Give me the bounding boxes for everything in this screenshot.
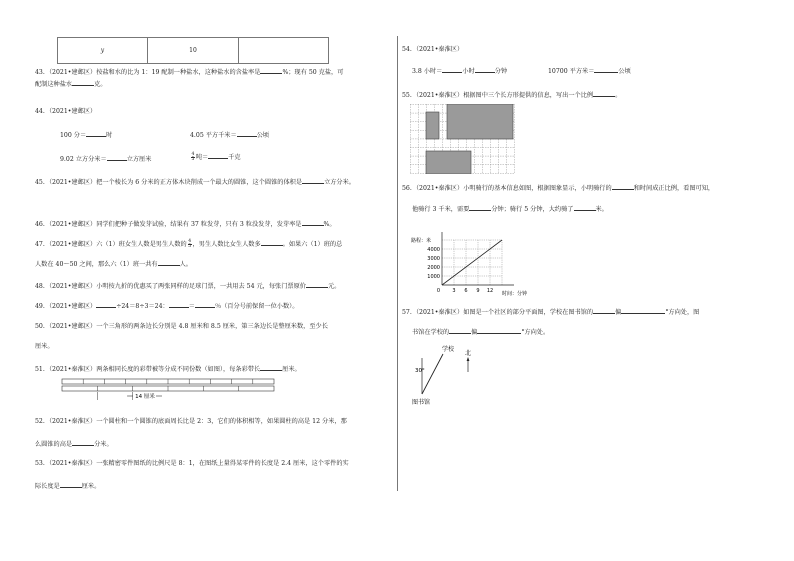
question-52: 52.（2021•秦淮区）一个圆柱和一个圆锥的底面周长比是 2：3，它们的体积相等，如果圆柱的高是 12 分米，那 xyxy=(35,418,347,425)
question-44 xyxy=(35,108,96,116)
question-number: 43. xyxy=(35,69,45,76)
question-text: 4.05 平方千米＝ xyxy=(190,132,237,139)
question-43-line2 xyxy=(35,79,107,89)
answer-blank[interactable] xyxy=(574,204,596,211)
question-54: 54.（2021•秦淮区） xyxy=(402,46,464,53)
question-text: 吨＝ xyxy=(195,154,209,161)
answer-blank[interactable] xyxy=(593,90,615,97)
table-row xyxy=(58,38,329,64)
question-51: 51.（2021•秦淮区）两条相同长度的彩带被等分成不同份数（如图），每条彩带长 厘米。 xyxy=(35,366,301,373)
series-line xyxy=(442,240,502,285)
rectangle-large xyxy=(447,104,513,139)
answer-blank[interactable] xyxy=(169,301,189,308)
angle-label: 30° xyxy=(415,368,425,374)
question-text: 公顷 xyxy=(256,132,270,139)
answer-blank[interactable] xyxy=(107,154,127,161)
school-direction-line xyxy=(422,354,443,394)
answer-blank[interactable] xyxy=(86,130,106,137)
question-source: （2021•建邺区） xyxy=(45,108,97,115)
column-divider xyxy=(397,36,398,491)
y-tick-label: 4000 xyxy=(427,246,440,253)
question-54-item-2: 10700 平方米＝ 公顷 xyxy=(548,68,631,75)
question-source: （2021•建邺区） xyxy=(45,69,97,76)
question-44-item-1 xyxy=(60,130,112,140)
answer-blank[interactable] xyxy=(477,327,521,334)
question-48: 48.（2021•建邺区）小明按九折的优惠买了两张同样的足球门票，一共用去 54 元，每张门票原价 元。 xyxy=(35,283,341,290)
fraction: $\frac{4}{5}$ xyxy=(188,238,192,249)
school-label: 学校 xyxy=(442,346,455,353)
answer-blank[interactable] xyxy=(72,439,94,446)
y-tick-label: 3000 xyxy=(427,255,440,262)
question-50: 50.（2021•建邺区）一个三角形的两条边长分别是 4.8 厘米和 8.5 厘米，第三条边长是整厘米数，至少长 xyxy=(35,323,328,330)
question-text: 时 xyxy=(106,132,113,139)
north-arrow-head xyxy=(467,357,470,361)
question-44-item-2 xyxy=(190,130,269,140)
question-54-item-1: 3.8 小时＝ 小时 分钟 xyxy=(412,68,508,75)
answer-blank[interactable] xyxy=(237,130,257,137)
distance-time-chart xyxy=(405,230,535,300)
answer-blank[interactable] xyxy=(261,239,283,246)
origin-label: 0 xyxy=(436,288,440,294)
question-text: 配制这种盐水 xyxy=(35,81,73,88)
question-45: 45.（2021•建邺区）把一个棱长为 6 分米的正方体木块削成一个最大的圆锥，这个圆锥的体积是 立方分米。 xyxy=(35,179,355,186)
answer-blank[interactable] xyxy=(72,79,94,86)
rectangle-bottom xyxy=(426,151,471,174)
answer-blank[interactable] xyxy=(449,327,471,334)
question-46: 46.（2021•建邺区）同学们把种子做发芽试验，结果有 37 粒发芽，只有 3 粒没发芽，发芽率是 %。 xyxy=(35,221,336,228)
question-49: 49.（2021•建邺区） ÷24＝8÷3＝24： ＝ ％（百分号前保留一位小数）。 xyxy=(35,303,299,310)
answer-blank[interactable] xyxy=(469,204,491,211)
table-cell: y xyxy=(58,38,148,64)
rectangle-small xyxy=(426,112,439,139)
question-text: 立方厘米 xyxy=(126,156,152,163)
table-cell xyxy=(239,38,329,64)
question-text: 按盐和水的比为 1：19 配制一种盐水，这种盐水的含盐率是 xyxy=(96,69,261,76)
answer-blank[interactable] xyxy=(208,152,228,159)
top-table xyxy=(57,37,329,64)
y-axis-label: 路程：米 xyxy=(411,238,432,244)
north-label: 北 xyxy=(465,350,472,357)
question-56-line2: 他骑行 3 千米，需要 分钟；骑行 5 分钟，大约骑了 米。 xyxy=(412,206,608,213)
question-47-line2: 人数在 40～50 之间，那么六（1）班一共有 人。 xyxy=(35,261,192,268)
question-47: 47.（2021•建邺区）六（1）班女生人数是男生人数的 $\frac{4}{5}$ ，男生人数比女生人数多 。如果六（1）班的总 xyxy=(35,238,343,249)
answer-blank[interactable] xyxy=(60,481,82,488)
question-44-item-3 xyxy=(60,154,151,164)
x-tick-label: 3 xyxy=(452,288,456,294)
question-text: %；现有 50 克盐，可 xyxy=(282,69,344,76)
measure-label: 14 厘米 xyxy=(135,394,155,400)
answer-blank[interactable] xyxy=(306,281,328,288)
x-axis-label: 时间：分钟 xyxy=(502,291,528,297)
question-43 xyxy=(35,67,343,77)
question-number: 44. xyxy=(35,108,45,115)
answer-blank[interactable] xyxy=(594,66,618,73)
ribbon-top xyxy=(62,379,274,384)
answer-blank[interactable] xyxy=(621,307,665,314)
question-52-line2: 么圆锥的高是 分米。 xyxy=(35,441,113,448)
fraction: $\frac{4}{5}$ xyxy=(191,151,195,162)
ribbon-bottom xyxy=(62,386,274,400)
question-44-item-4 xyxy=(190,150,241,166)
y-tick-label: 1000 xyxy=(427,273,440,280)
answer-blank[interactable] xyxy=(442,66,462,73)
answer-blank[interactable] xyxy=(612,183,634,190)
question-55: 55.（2021•秦淮区）根据图中三个长方形提供的信息，写出一个比例 。 xyxy=(402,92,622,99)
ribbon-figure xyxy=(60,378,280,406)
question-53-line2: 际长度是 厘米。 xyxy=(35,483,101,490)
question-53: 53.（2021•秦淮区）一张精密零件图纸的比例尺是 8：1，在图纸上量得某零件的长度是 2.4 厘米，这个零件的实 xyxy=(35,460,349,467)
answer-blank[interactable] xyxy=(302,219,324,226)
table-cell: 10 xyxy=(148,38,239,64)
question-text: 9.02 立方分米＝ xyxy=(60,156,107,163)
chart-series xyxy=(442,240,502,285)
answer-blank[interactable] xyxy=(475,66,495,73)
x-tick-label: 9 xyxy=(476,288,480,294)
answer-blank[interactable] xyxy=(158,259,180,266)
community-map xyxy=(410,344,490,406)
question-57-line2: 书馆在学校的 偏 °方向处。 xyxy=(412,329,550,336)
question-56: 56.（2021•秦淮区）小明骑行的基本信息如图，根据图象显示，小明骑行的 和时间成正比例，看图可知， xyxy=(402,185,715,192)
rectangles-grid-figure xyxy=(410,104,522,174)
question-text: 100 分＝ xyxy=(60,132,87,139)
y-tick-label: 2000 xyxy=(427,264,440,271)
answer-blank[interactable] xyxy=(195,301,215,308)
answer-blank[interactable] xyxy=(96,301,116,308)
question-57: 57.（2021•秦淮区）如图是一个社区的部分平面图，学校在图书馆的 偏 °方向处，图 xyxy=(402,309,700,316)
x-tick-label: 12 xyxy=(486,288,494,294)
answer-blank[interactable] xyxy=(260,67,282,74)
library-label: 图书馆 xyxy=(412,399,431,406)
question-50-line2: 厘米。 xyxy=(35,343,54,350)
answer-blank[interactable] xyxy=(593,307,615,314)
x-tick-label: 6 xyxy=(464,288,468,294)
question-text: 克。 xyxy=(94,81,107,88)
question-text: 千克 xyxy=(228,154,241,161)
answer-blank[interactable] xyxy=(302,177,324,184)
answer-blank[interactable] xyxy=(260,364,282,371)
